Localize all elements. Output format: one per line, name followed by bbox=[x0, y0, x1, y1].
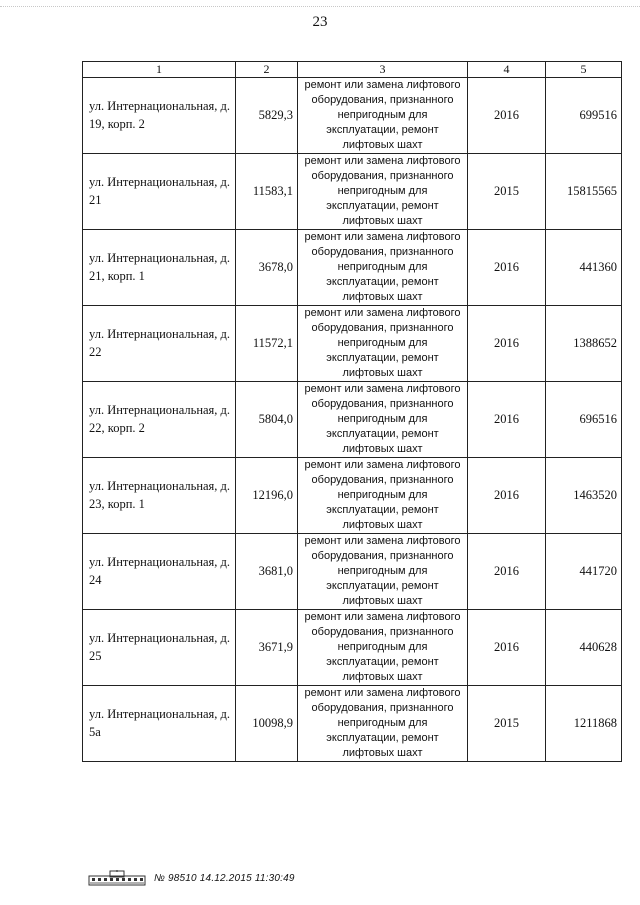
repair-schedule-table bbox=[82, 61, 622, 762]
address-cell: ул. Интернациональная, д. 25 bbox=[83, 610, 236, 686]
scan-noise-line bbox=[0, 6, 640, 13]
address-cell: ул. Интернациональная, д. 19, корп. 2 bbox=[83, 78, 236, 154]
header-col-3: 3 bbox=[298, 62, 468, 78]
area-cell: 3678,0 bbox=[236, 230, 298, 306]
table-row bbox=[83, 458, 622, 534]
year-cell: 2016 bbox=[468, 534, 546, 610]
table-row bbox=[83, 154, 622, 230]
work-type-cell: ремонт или замена лифтового оборудования, признанного непригодным для эксплуатации, ремонт лифтовых шахт bbox=[298, 534, 468, 610]
cost-cell: 440628 bbox=[546, 610, 622, 686]
work-type-cell: ремонт или замена лифтового оборудования, признанного непригодным для эксплуатации, ремонт лифтовых шахт bbox=[298, 306, 468, 382]
building-stamp-icon bbox=[88, 870, 146, 886]
area-cell: 11583,1 bbox=[236, 154, 298, 230]
document-footer bbox=[88, 869, 295, 887]
cost-cell: 696516 bbox=[546, 382, 622, 458]
cost-cell: 1388652 bbox=[546, 306, 622, 382]
header-col-2: 2 bbox=[236, 62, 298, 78]
work-type-cell: ремонт или замена лифтового оборудования, признанного непригодным для эксплуатации, ремонт лифтовых шахт bbox=[298, 686, 468, 762]
cost-cell: 441360 bbox=[546, 230, 622, 306]
work-type-cell: ремонт или замена лифтового оборудования, признанного непригодным для эксплуатации, ремонт лифтовых шахт bbox=[298, 458, 468, 534]
address-cell: ул. Интернациональная, д. 21 bbox=[83, 154, 236, 230]
registration-stamp-text: № 98510 14.12.2015 11:30:49 bbox=[154, 872, 295, 884]
table-row bbox=[83, 534, 622, 610]
area-cell: 5804,0 bbox=[236, 382, 298, 458]
year-cell: 2016 bbox=[468, 306, 546, 382]
address-cell: ул. Интернациональная, д. 21, корп. 1 bbox=[83, 230, 236, 306]
address-cell: ул. Интернациональная, д. 22, корп. 2 bbox=[83, 382, 236, 458]
area-cell: 12196,0 bbox=[236, 458, 298, 534]
table-row bbox=[83, 230, 622, 306]
table-row bbox=[83, 382, 622, 458]
year-cell: 2016 bbox=[468, 610, 546, 686]
address-cell: ул. Интернациональная, д. 24 bbox=[83, 534, 236, 610]
address-cell: ул. Интернациональная, д. 23, корп. 1 bbox=[83, 458, 236, 534]
area-cell: 5829,3 bbox=[236, 78, 298, 154]
work-type-cell: ремонт или замена лифтового оборудования, признанного непригодным для эксплуатации, ремонт лифтовых шахт bbox=[298, 154, 468, 230]
area-cell: 10098,9 bbox=[236, 686, 298, 762]
year-cell: 2016 bbox=[468, 382, 546, 458]
work-type-cell: ремонт или замена лифтового оборудования, признанного непригодным для эксплуатации, ремонт лифтовых шахт bbox=[298, 382, 468, 458]
area-cell: 11572,1 bbox=[236, 306, 298, 382]
year-cell: 2016 bbox=[468, 458, 546, 534]
page-number: 23 bbox=[312, 14, 328, 30]
year-cell: 2016 bbox=[468, 78, 546, 154]
table-row bbox=[83, 686, 622, 762]
header-col-4: 4 bbox=[468, 62, 546, 78]
area-cell: 3681,0 bbox=[236, 534, 298, 610]
area-cell: 3671,9 bbox=[236, 610, 298, 686]
cost-cell: 699516 bbox=[546, 78, 622, 154]
cost-cell: 15815565 bbox=[546, 154, 622, 230]
work-type-cell: ремонт или замена лифтового оборудования, признанного непригодным для эксплуатации, ремонт лифтовых шахт bbox=[298, 78, 468, 154]
table-row bbox=[83, 610, 622, 686]
cost-cell: 1463520 bbox=[546, 458, 622, 534]
address-cell: ул. Интернациональная, д. 22 bbox=[83, 306, 236, 382]
year-cell: 2015 bbox=[468, 154, 546, 230]
work-type-cell: ремонт или замена лифтового оборудования, признанного непригодным для эксплуатации, ремонт лифтовых шахт bbox=[298, 230, 468, 306]
table-header-row bbox=[83, 62, 622, 78]
address-cell: ул. Интернациональная, д. 5а bbox=[83, 686, 236, 762]
cost-cell: 1211868 bbox=[546, 686, 622, 762]
header-col-5: 5 bbox=[546, 62, 622, 78]
cost-cell: 441720 bbox=[546, 534, 622, 610]
year-cell: 2016 bbox=[468, 230, 546, 306]
year-cell: 2015 bbox=[468, 686, 546, 762]
work-type-cell: ремонт или замена лифтового оборудования, признанного непригодным для эксплуатации, ремонт лифтовых шахт bbox=[298, 610, 468, 686]
table-row bbox=[83, 78, 622, 154]
table-row bbox=[83, 306, 622, 382]
header-col-1: 1 bbox=[83, 62, 236, 78]
